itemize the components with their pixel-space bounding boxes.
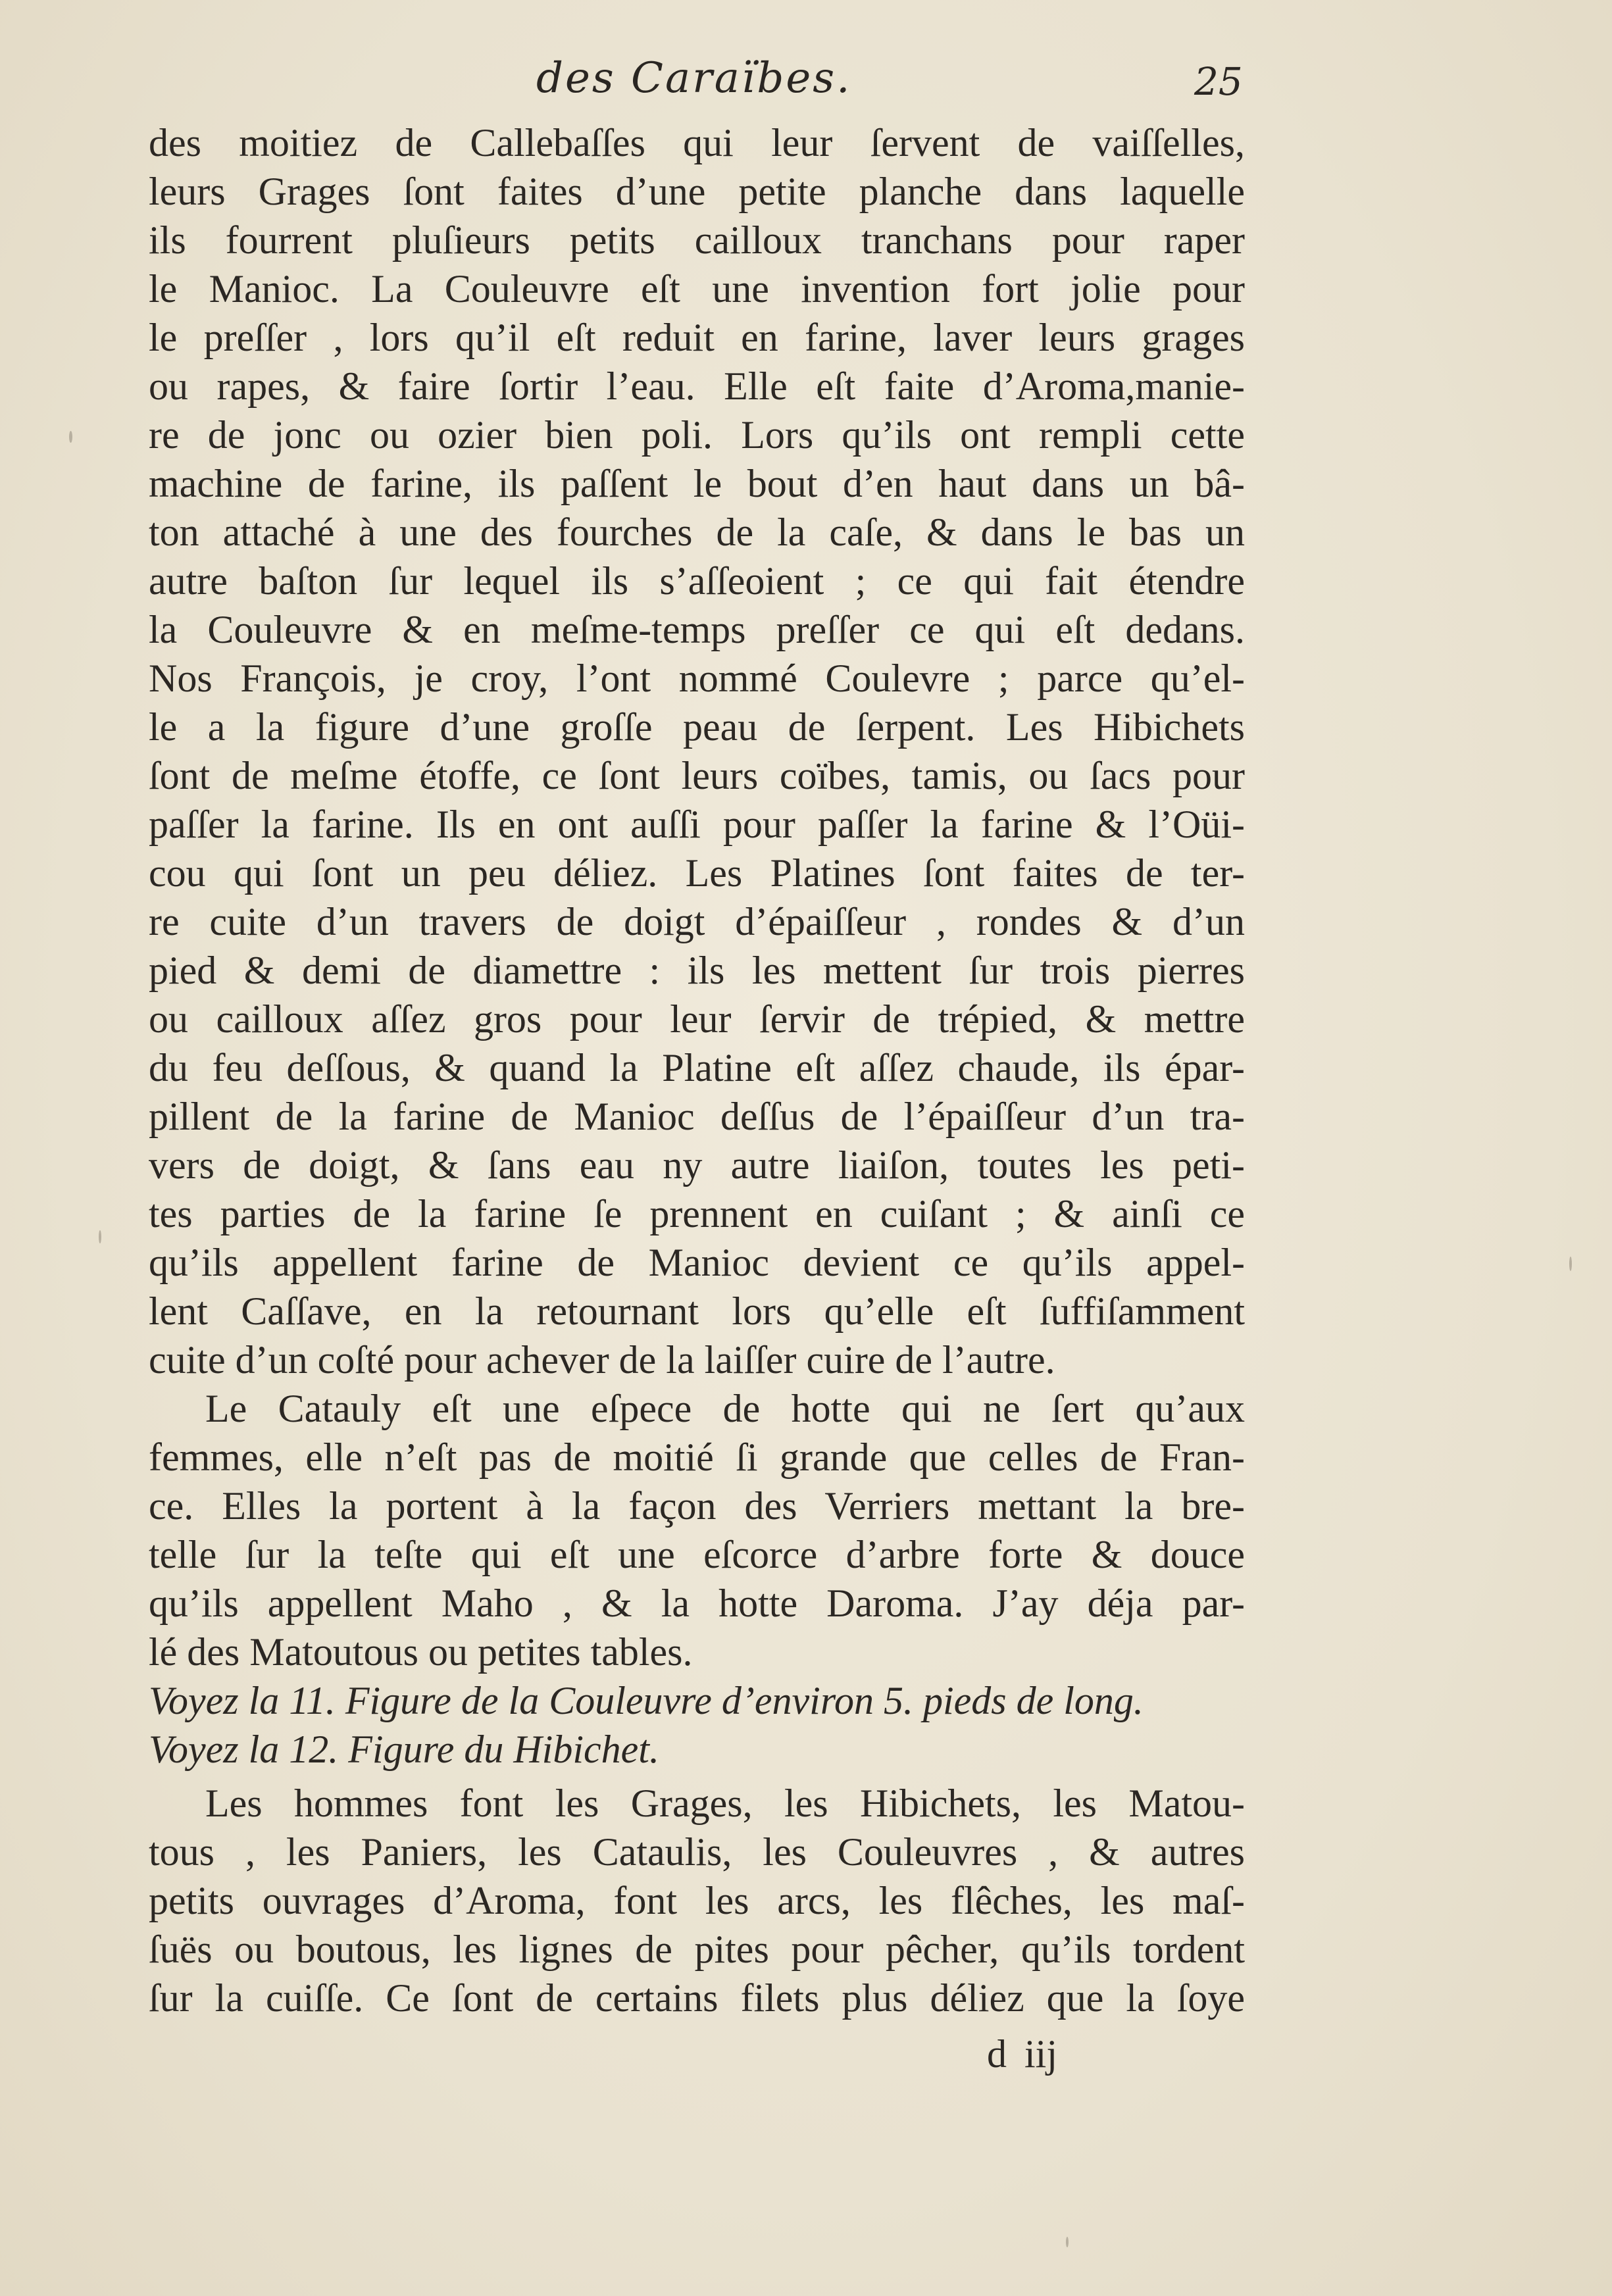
text-line: vers de doigt, & ſans eau ny autre liaiſon, toutes les peti- <box>149 1143 1245 1187</box>
text-line: des moitiez de Callebaſſes qui leur ſervent de vaiſſelles, <box>149 121 1245 164</box>
text-line: ou cailloux aſſez gros pour leur ſervir de trépied, & mettre <box>149 997 1245 1041</box>
paragraph-start-line: Le Catauly eſt une eſpece de hotte qui ne ſert qu’aux <box>205 1387 1245 1430</box>
text-line: tous , les Paniers, les Cataulis, les Couleuvres , & autres <box>149 1830 1245 1874</box>
text-line: ſont de meſme étoffe, ce ſont leurs coïbes, tamis, ou ſacs pour <box>149 754 1245 797</box>
text-line: cou qui ſont un peu déliez. Les Platines ſont faites de ter- <box>149 851 1245 895</box>
text-line: tes parties de la farine ſe prennent en cuiſant ; & ainſi ce <box>149 1192 1245 1235</box>
text-line: lent Caſſave, en la retournant lors qu’elle eſt ſuffiſamment <box>149 1289 1245 1333</box>
running-head <box>0 54 1612 113</box>
text-line: leurs Grages ſont faites d’une petite planche dans laquelle <box>149 170 1245 213</box>
text-line: machine de farine, ils paſſent le bout d’en haut dans un bâ- <box>149 462 1245 505</box>
text-line: du feu deſſous, & quand la Platine eſt aſſez chaude, ils épar- <box>149 1046 1245 1089</box>
text-line: ce. Elles la portent à la façon des Verriers mettant la bre- <box>149 1484 1245 1528</box>
figure-reference: Voyez la 11. Figure de la Couleuvre d’environ 5. pieds de long. <box>149 1679 1144 1722</box>
text-line: autre baſton ſur lequel ils s’aſſeoient ; ce qui fait étendre <box>149 559 1245 603</box>
text-line: ou rapes, & faire ſortir l’eau. Elle eſt faite d’Aroma,manie- <box>149 364 1245 408</box>
text-line: ton attaché à une des fourches de la caſe, & dans le bas un <box>149 511 1245 554</box>
text-line: re cuite d’un travers de doigt d’épaiſſeur , rondes & d’un <box>149 900 1245 943</box>
paragraph-start-line: Les hommes font les Grages, les Hibichets, les Matou- <box>205 1782 1245 1825</box>
text-line: ils fourrent pluſieurs petits cailloux tranchans pour raper <box>149 218 1245 262</box>
text-line: lé des Matoutous ou petites tables. <box>149 1630 693 1674</box>
paper-speck <box>1569 1257 1572 1271</box>
text-line: pied & demi de diamettre : ils les mettent ſur trois pierres <box>149 949 1245 992</box>
text-line: re de jonc ou ozier bien poli. Lors qu’ils ont rempli cette <box>149 413 1245 457</box>
text-line: femmes, elle n’eſt pas de moitié ſi grande que celles de Fran- <box>149 1435 1245 1479</box>
signature-mark: d iij <box>987 2032 1058 2076</box>
page-number: 25 <box>1194 59 1243 104</box>
paper-speck <box>99 1230 101 1243</box>
text-line: qu’ils appellent Maho , & la hotte Daroma. J’ay déja par- <box>149 1582 1245 1625</box>
text-line: le a la figure d’une groſſe peau de ſerpent. Les Hibichets <box>149 705 1245 749</box>
text-line: petits ouvrages d’Aroma, font les arcs, les flêches, les maſ- <box>149 1879 1245 1922</box>
text-line: ſuës ou boutous, les lignes de pites pour pêcher, qu’ils tordent <box>149 1928 1245 1971</box>
text-line: le Manioc. La Couleuvre eſt une invention fort jolie pour <box>149 267 1245 311</box>
text-line: ſur la cuiſſe. Ce ſont de certains filets plus déliez que la ſoye <box>149 1976 1245 2020</box>
text-line: qu’ils appellent farine de Manioc devient ce qu’ils appel- <box>149 1241 1245 1284</box>
text-line: le preſſer , lors qu’il eſt reduit en farine, laver leurs grages <box>149 316 1245 359</box>
running-title: des Caraïbes. <box>536 54 852 103</box>
text-line: pillent de la farine de Manioc deſſus de l’épaiſſeur d’un tra- <box>149 1095 1245 1138</box>
text-line: paſſer la farine. Ils en ont auſſi pour paſſer la farine & l’Oüi- <box>149 803 1245 846</box>
text-line: cuite d’un coſté pour achever de la laiſſer cuire de l’autre. <box>149 1338 1055 1382</box>
paper-speck <box>69 431 72 443</box>
text-line: la Couleuvre & en meſme-temps preſſer ce qui eſt dedans. <box>149 608 1245 651</box>
figure-reference: Voyez la 12. Figure du Hibichet. <box>149 1728 659 1771</box>
paper-speck <box>1066 2237 1069 2247</box>
text-line: telle ſur la teſte qui eſt une eſcorce d’arbre forte & douce <box>149 1533 1245 1576</box>
body-text <box>149 118 1245 2022</box>
text-line: Nos François, je croy, l’ont nommé Coulevre ; parce qu’el- <box>149 657 1245 700</box>
